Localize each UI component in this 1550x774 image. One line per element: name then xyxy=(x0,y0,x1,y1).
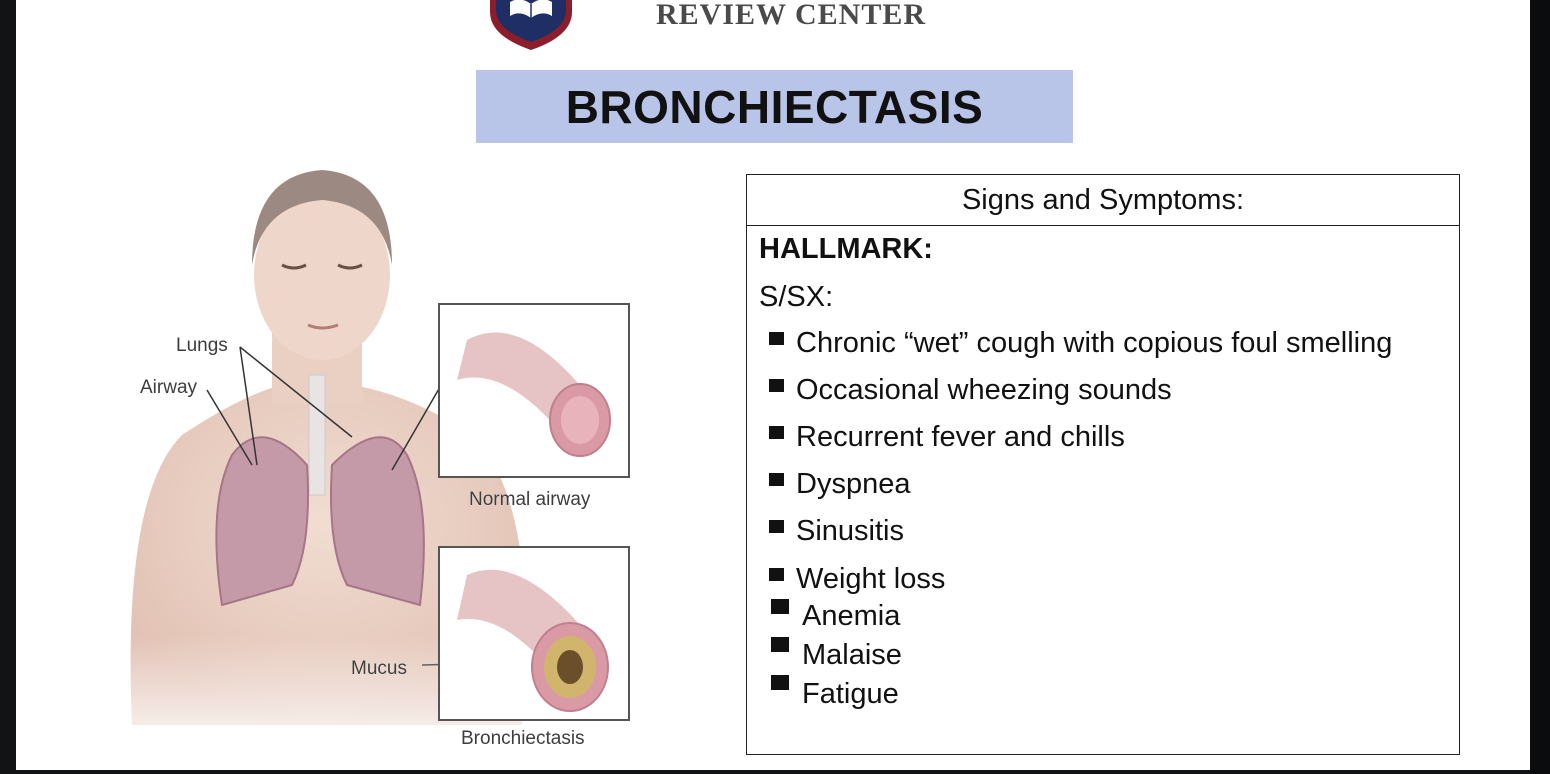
symptom-item: Recurrent fever and chills xyxy=(796,421,1125,453)
bullet-icon xyxy=(771,637,789,652)
bullet-icon xyxy=(771,599,789,614)
screen-border xyxy=(1530,0,1550,774)
label-normal-airway: Normal airway xyxy=(469,489,591,510)
hallmark-label: HALLMARK: xyxy=(759,233,933,265)
bullet-icon xyxy=(769,568,784,581)
slide-title: BRONCHIECTASIS xyxy=(565,80,984,133)
symptom-item: Fatigue xyxy=(802,678,899,710)
symptom-item: Dyspnea xyxy=(796,468,911,500)
bullet-icon xyxy=(769,473,784,486)
symptom-item: Anemia xyxy=(802,600,901,632)
label-mucus: Mucus xyxy=(351,658,407,679)
symptom-item: Chronic “wet” cough with copious foul smelling xyxy=(796,327,1393,359)
bullet-icon xyxy=(771,675,789,690)
bronchiectasis-illustration xyxy=(112,165,652,765)
symptom-item: Malaise xyxy=(802,639,902,671)
label-bronchiectasis: Bronchiectasis xyxy=(461,728,585,749)
bullet-icon xyxy=(769,520,784,533)
symptom-item: Weight loss xyxy=(796,563,946,595)
bullet-icon xyxy=(769,379,784,392)
bullet-icon xyxy=(769,332,784,345)
label-airway: Airway xyxy=(140,377,198,398)
title-banner xyxy=(476,70,1073,143)
slide xyxy=(16,0,1530,770)
signs-symptoms-box xyxy=(746,174,1460,755)
ssx-label: S/SX: xyxy=(759,281,834,313)
brand-name: REVIEW CENTER xyxy=(656,0,927,31)
signs-symptoms-header: Signs and Symptoms: xyxy=(747,175,1459,226)
symptom-item: Occasional wheezing sounds xyxy=(796,374,1172,406)
review-center-logo xyxy=(482,0,580,52)
label-lungs: Lungs xyxy=(176,335,228,356)
bullet-icon xyxy=(769,426,784,439)
symptom-item: Sinusitis xyxy=(796,515,904,547)
